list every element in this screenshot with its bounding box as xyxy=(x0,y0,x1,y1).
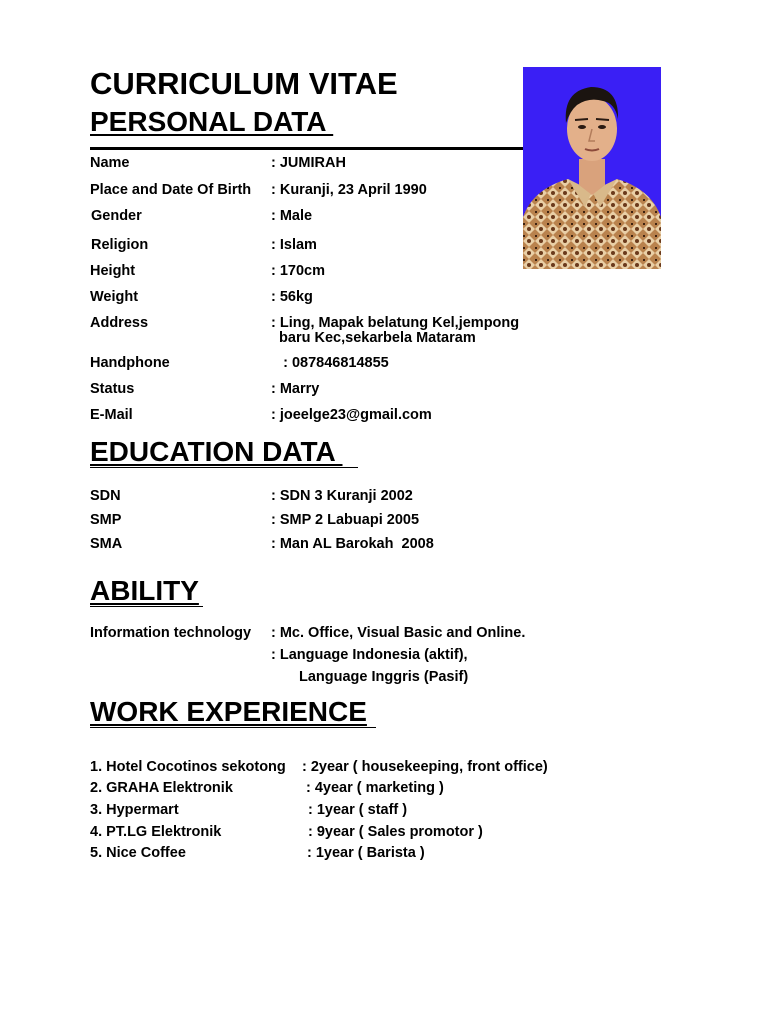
value-status: : Marry xyxy=(271,381,320,397)
label-religion: Religion xyxy=(91,237,149,253)
value-address: : Ling, Mapak belatung Kel,jempong baru Kec,sekarbela Mataram xyxy=(271,315,520,346)
education-underline-2 xyxy=(90,467,358,468)
work-place-5: 5. Nice Coffee xyxy=(90,845,186,861)
value-name: : JUMIRAH xyxy=(271,155,346,171)
label-sma: SMA xyxy=(90,536,123,552)
work-place-3: 3. Hypermart xyxy=(90,802,179,818)
value-sma: : Man AL Barokah 2008 xyxy=(271,536,434,552)
value-birth: : Kuranji, 23 April 1990 xyxy=(271,182,427,198)
personal-data-heading: PERSONAL DATA xyxy=(90,106,334,137)
value-weight: : 56kg xyxy=(271,289,313,305)
label-information-technology: Information technology xyxy=(90,625,252,641)
label-smp: SMP xyxy=(90,512,122,528)
value-handphone: : 087846814855 xyxy=(271,355,389,371)
value-religion: : Islam xyxy=(271,237,317,253)
work-detail-2: : 4year ( marketing ) xyxy=(306,780,444,796)
work-underline-2 xyxy=(90,727,376,728)
ability-underline-2 xyxy=(90,606,203,607)
ability-line-2: : Language Indonesia (aktif), xyxy=(271,647,468,663)
heading-rule xyxy=(90,147,523,150)
label-birth: Place and Date Of Birth xyxy=(90,182,252,198)
label-height: Height xyxy=(90,263,136,279)
ability-heading: ABILITY xyxy=(90,575,199,606)
work-place-4: 4. PT.LG Elektronik xyxy=(90,824,222,840)
value-height: : 170cm xyxy=(271,263,326,279)
label-gender: Gender xyxy=(91,208,142,224)
ability-line-3: Language Inggris (Pasif) xyxy=(299,669,469,685)
value-sdn: : SDN 3 Kuranji 2002 xyxy=(271,488,413,504)
label-address: Address xyxy=(90,315,149,331)
label-handphone: Handphone xyxy=(90,355,170,371)
label-status: Status xyxy=(90,381,135,397)
work-place-2: 2. GRAHA Elektronik xyxy=(90,780,233,796)
label-name: Name xyxy=(90,155,130,171)
value-smp: : SMP 2 Labuapi 2005 xyxy=(271,512,420,528)
ability-line-1: : Mc. Office, Visual Basic and Online. xyxy=(271,625,526,641)
education-heading: EDUCATION DATA xyxy=(90,436,343,467)
work-detail-4: : 9year ( Sales promotor ) xyxy=(308,824,483,840)
label-weight: Weight xyxy=(90,289,139,305)
cv-title: CURRICULUM VITAE xyxy=(90,66,398,101)
value-email: : joeelge23@gmail.com xyxy=(271,407,432,423)
work-detail-3: : 1year ( staff ) xyxy=(308,802,408,818)
work-experience-heading: WORK EXPERIENCE xyxy=(90,696,367,727)
work-detail-5: : 1year ( Barista ) xyxy=(307,845,425,861)
label-email: E-Mail xyxy=(90,407,133,423)
work-detail-1: : 2year ( housekeeping, front office) xyxy=(302,759,548,775)
work-place-1: 1. Hotel Cocotinos sekotong xyxy=(90,759,286,775)
profile-photo xyxy=(523,67,661,269)
value-gender: : Male xyxy=(271,208,313,224)
label-sdn: SDN xyxy=(90,488,121,504)
